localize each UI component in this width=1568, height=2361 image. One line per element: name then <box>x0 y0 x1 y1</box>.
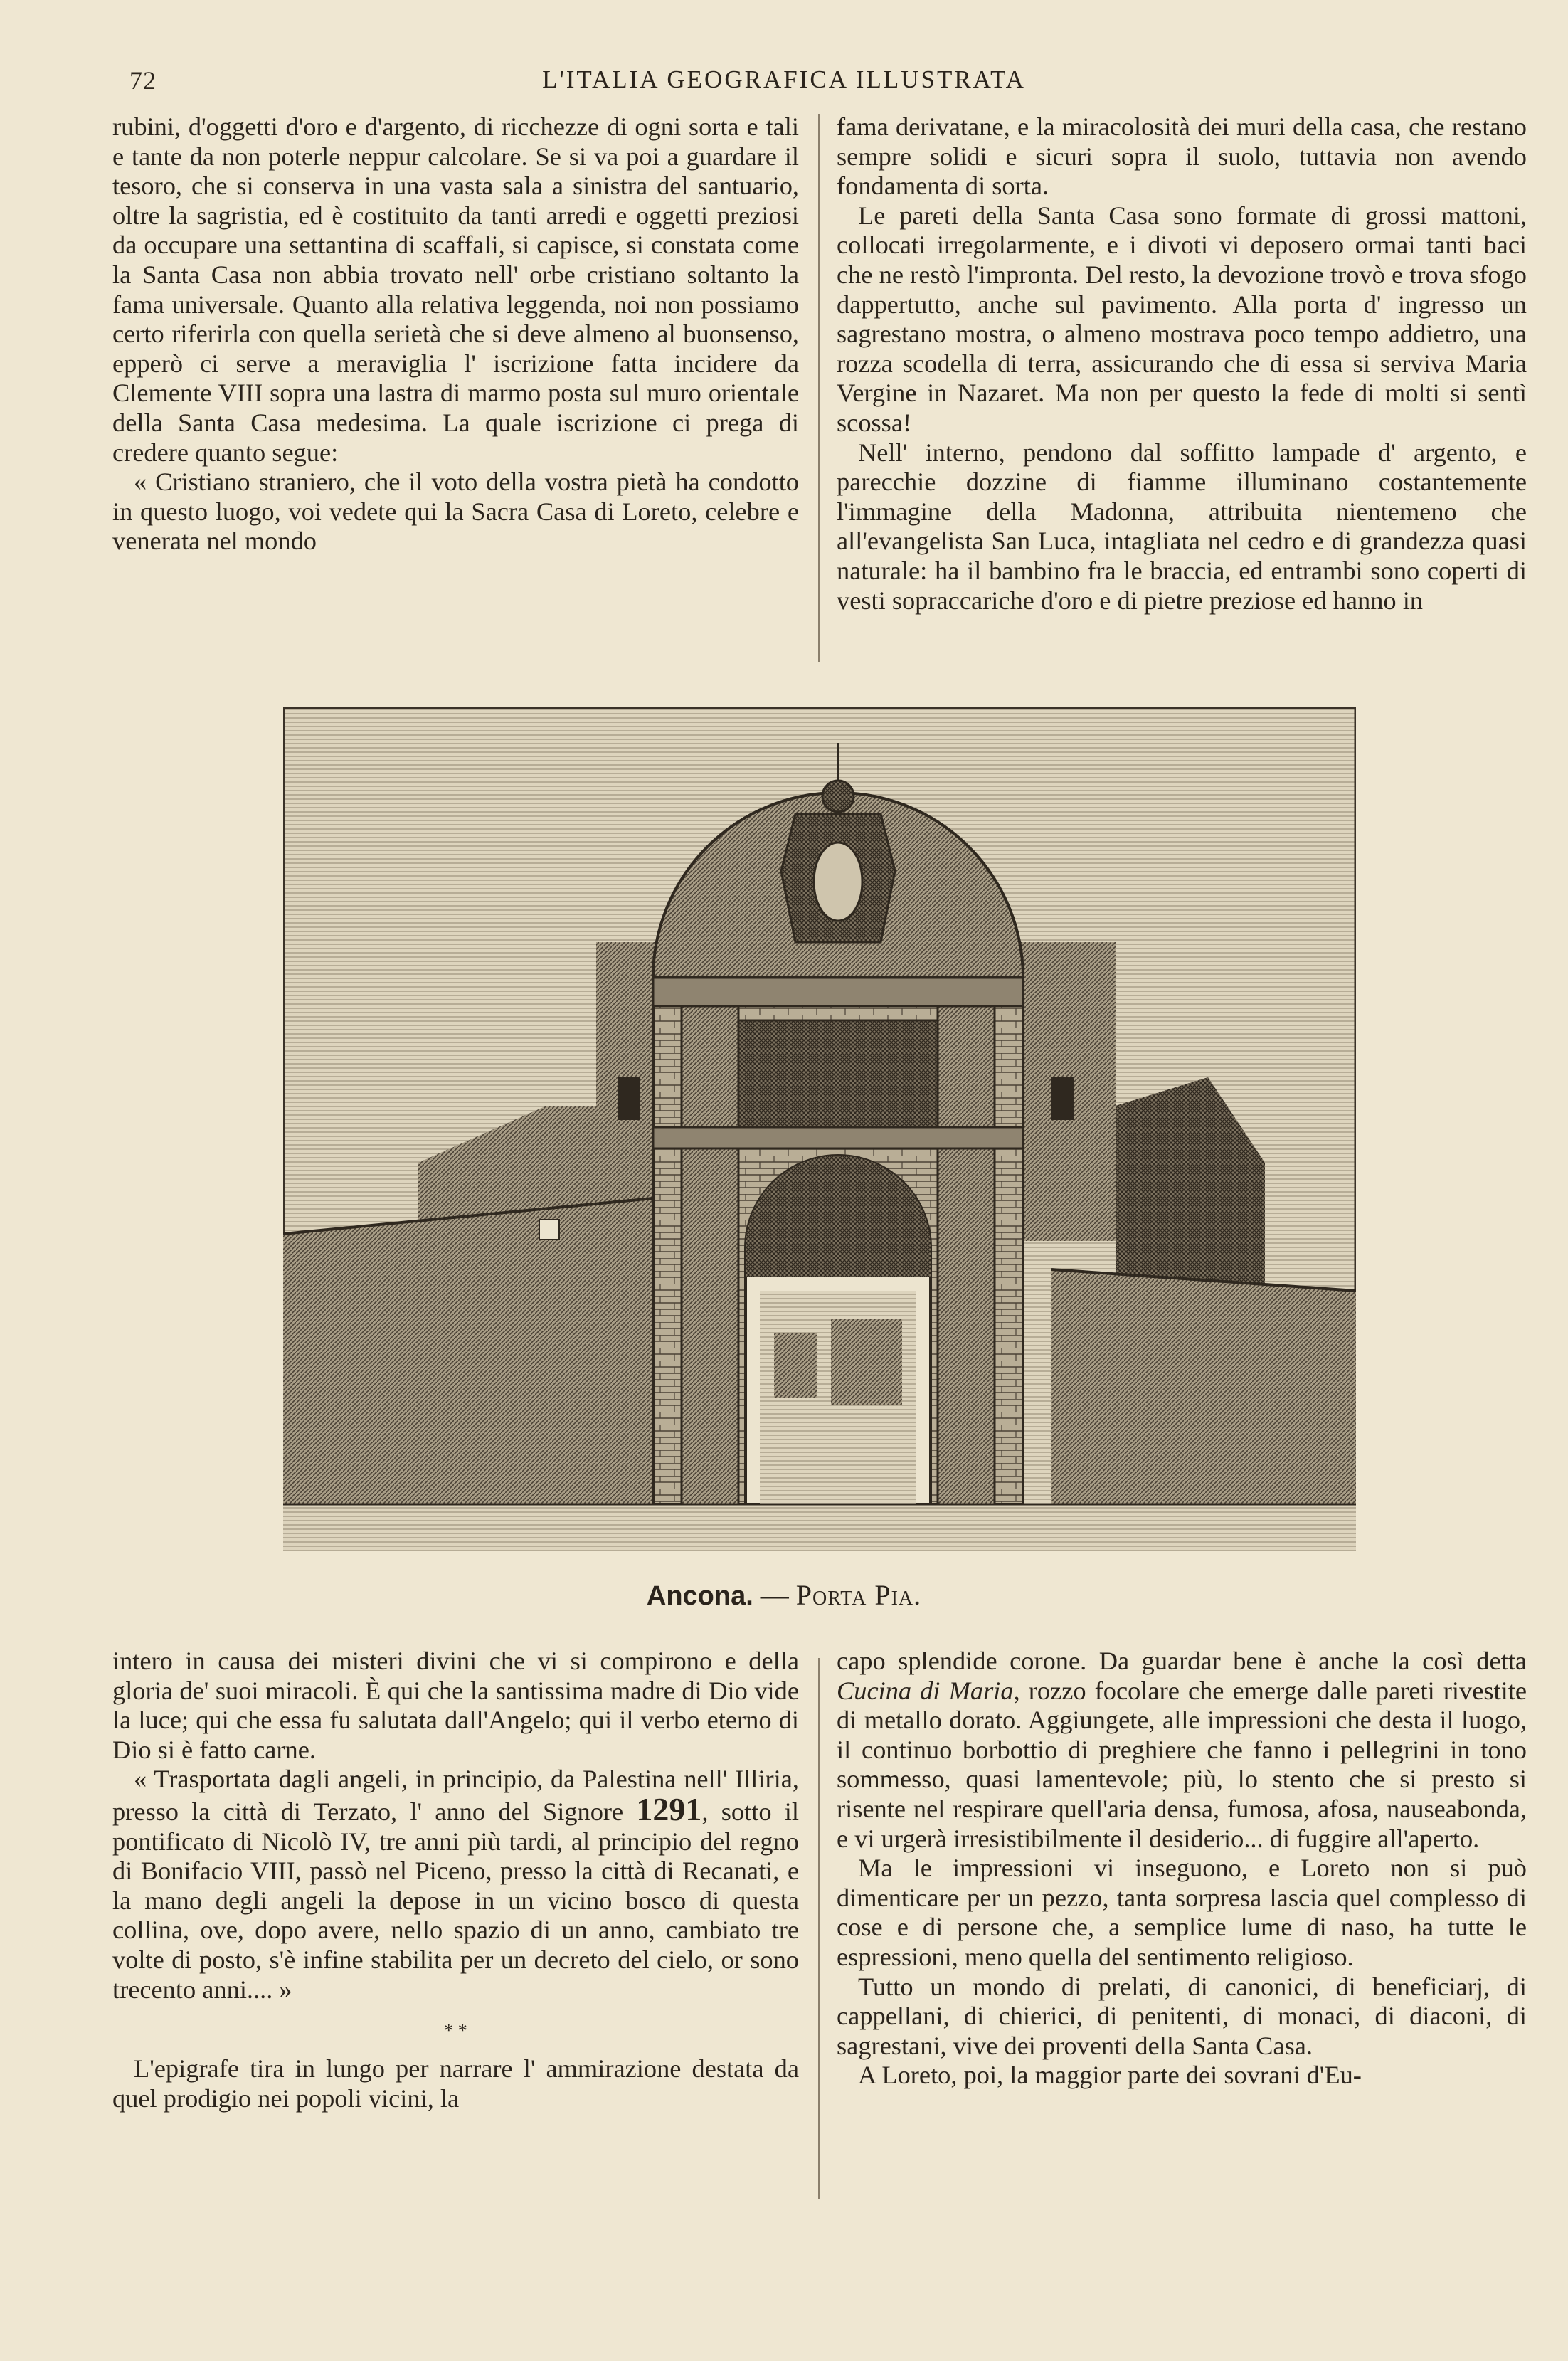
text-run: , rozzo focolare che emerge dalle pareti rivestite di metallo dorato. Aggiungete, alle impressioni che desta il luogo, il continuo borbottio di preghiere che fanno i pellegrini in tono sommesso, quasi lamentevole; più, lo stento che si presto si risente nel respirare quell'aria densa, fumosa, afosa, nauseabonda, e vi urgerà irresistibilmente il desiderio... di fuggire all'aperto. <box>837 1676 1527 1853</box>
text-run: capo splendide corone. Da guardar bene è anche la così detta <box>837 1647 1527 1675</box>
page-number: 72 <box>129 66 157 95</box>
column-rule-bottom <box>818 1658 820 2199</box>
caption-dash: — <box>760 1579 789 1611</box>
paragraph <box>837 1647 1527 1854</box>
caption-city: Ancona. <box>646 1581 753 1611</box>
column-top-left <box>112 112 799 556</box>
paragraph: rubini, d'oggetti d'oro e d'argento, di ricchezze di ogni sorta e tali e tante da non poterle neppur calcolare. Se si va poi a guardare il tesoro, che si conserva in una vasta sala a sinistra del santuario, oltre la sagristia, ed è costituito da tanti arredi e oggetti preziosi da occupare una settantina di scaffali, si capisce, si constata come la Santa Casa non abbia trovato nell' orbe cristiano soltanto la fama universale. Quanto alla relativa leggenda, noi non possiamo certo riferirla con quella serietà che si deve almeno al buonsenso, epperò ci serve a meraviglia l' iscrizione fatta incidere da Clemente VIII sopra una lastra di marmo posta sul muro orientale della Santa Casa medesima. La quale iscrizione ci prega di credere quanto segue: <box>112 112 799 467</box>
text-run: , sotto il pontificato di Nicolò IV, tre anni più tardi, al principio del regno di Bonifacio VIII, passò nel Piceno, presso la città di Recanati, e la mano degli angeli la depose in un vicino bosco di questa collina, ove, dopo avere, nello spazio di un anno, cambiato tre volte di posto, s'è infine stabilita per un decreto del cielo, or sono trecento anni.... » <box>112 1797 799 2004</box>
paragraph: A Loreto, poi, la maggior parte dei sovrani d'Eu- <box>858 2061 1362 2090</box>
paragraph: fama derivatane, e la miracolosità dei muri della casa, che restano sempre solidi e sicuri sopra il suolo, tuttavia non avendo fondamenta di sorta. <box>837 112 1527 201</box>
paragraph: « Cristiano straniero, che il voto della vostra pietà ha condotto in questo luogo, voi vedete qui la Sacra Casa di Loreto, celebre e venerata nel mondo <box>112 468 799 556</box>
paragraph: Le pareti della Santa Casa sono formate di grossi mattoni, collocati irregolarmente, e i divoti vi deposero ormai tanti baci che ne restò l'impronta. Del resto, la devozione trovò e trova sfogo dappertutto, anche sul pavimento. Alla porta d' ingresso un sagrestano mostra, o almeno mostrava poco tempo addietro, una rozza scodella di terra, assicurando che di essa si serviva Maria Vergine in Nazaret. Ma non per questo la fede di molti si sentì scossa! <box>837 201 1527 437</box>
paragraph: Ma le impressioni vi inseguono, e Loreto non si può dimenticare per un pezzo, tanta sorpresa lascia quel complesso di cose e di persone che, a semplice lume di naso, ha tutte le espressioni, meno quella del sentimento religioso. <box>837 1854 1527 1971</box>
running-head: L'ITALIA GEOGRAFICA ILLUSTRATA <box>542 65 1026 93</box>
paragraph <box>112 1765 799 2005</box>
paragraph: intero in causa dei misteri divini che vi si compirono e della gloria de' suoi miracoli. È qui che la santissima madre di Dio vide la luce; qui che essa fu salutata dall'Angelo; qui il verbo eterno di Dio si è fatto carne. <box>112 1647 799 1764</box>
caption-gate: Porta Pia. <box>795 1579 922 1611</box>
paragraph: L'epigrafe tira in lungo per narrare l' ammirazione destata da quel prodigio nei popoli vicini, la <box>112 2054 799 2113</box>
column-bottom-left <box>112 1647 799 2113</box>
paragraph: Tutto un mondo di prelati, di canonici, di beneficiarj, di cappellani, di chierici, di penitenti, di monaci, di diaconi, di sagrestani, vive dei proventi della Santa Casa. <box>837 1972 1527 2060</box>
figure-caption <box>0 1578 1568 1612</box>
text-run: « Trasportata dagli angeli, in principio, da Palestina nell' Illiria, presso la città di Terzato, l' anno del Signore <box>112 1765 799 1826</box>
engraving-porta-pia <box>283 707 1356 1551</box>
column-top-right <box>837 112 1527 616</box>
section-separator: * * <box>444 2020 467 2042</box>
column-bottom-right <box>837 1647 1527 2091</box>
column-rule-top <box>818 114 820 662</box>
italic-term: Cucina di Maria <box>837 1676 1014 1705</box>
paragraph: Nell' interno, pendono dal soffitto lampade d' argento, e parecchie dozzine di fiamme illuminano costantemente l'immagine della Madonna, attribuita nientemeno che all'evangelista San Luca, intagliata nel cedro e di grandezza quasi naturale: ha il bambino fra le braccia, ed entrambi sono coperti di vesti sopraccariche d'oro e di pietre preziose ed hanno in <box>837 438 1527 615</box>
year: 1291 <box>636 1790 702 1827</box>
